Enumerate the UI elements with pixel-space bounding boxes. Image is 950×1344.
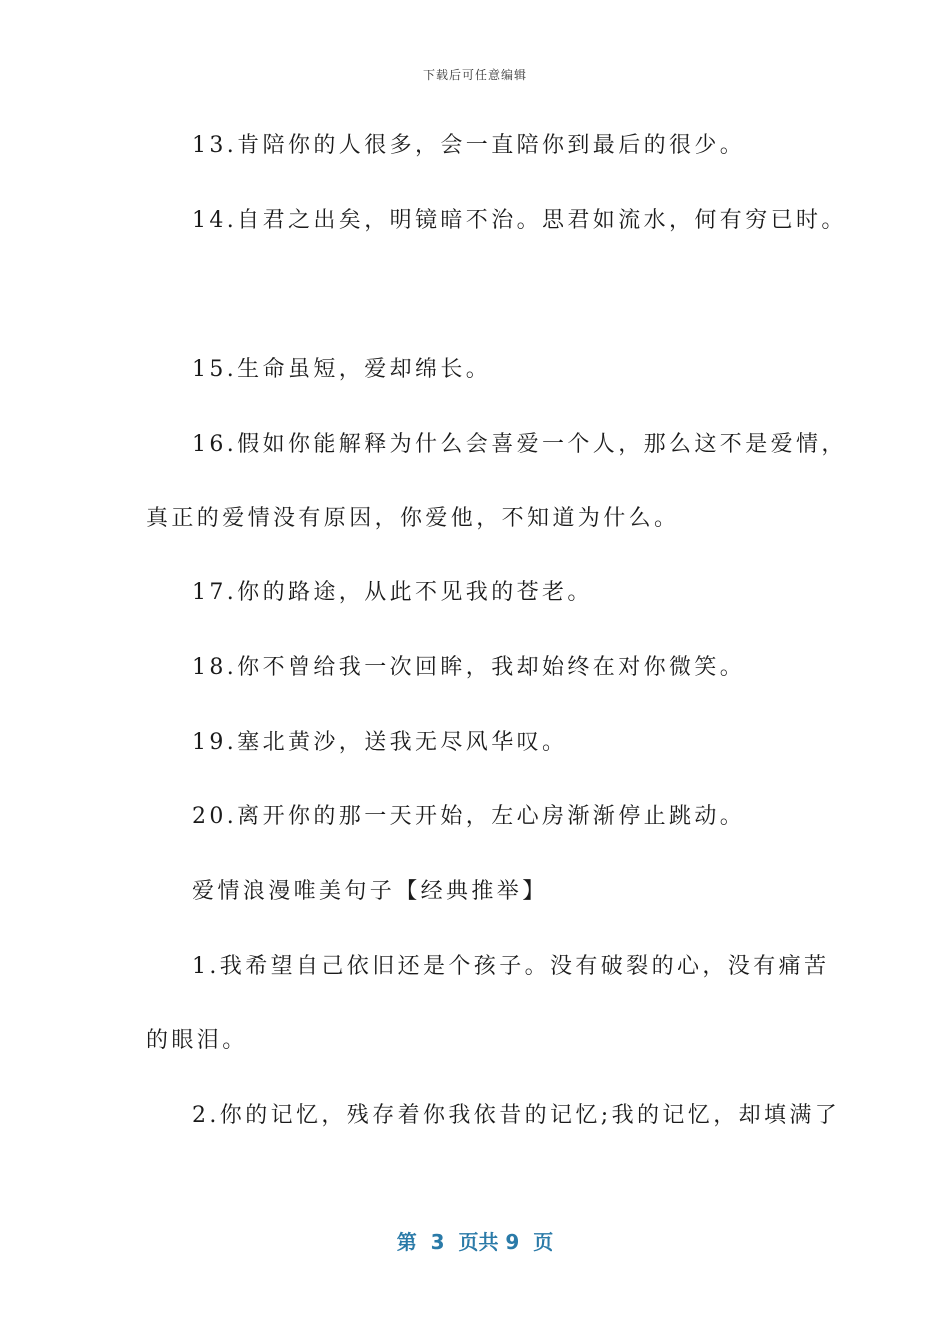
text-line-2: 2.你的记忆，残存着你我依昔的记忆;我的记忆，却填满了 — [192, 1103, 841, 1128]
text-line-13: 13.肯陪你的人很多，会一直陪你到最后的很少。 — [192, 133, 746, 158]
text-line-19: 19.塞北黄沙，送我无尽风华叹。 — [192, 730, 568, 755]
text-line-1: 1.我希望自己依旧还是个孩子。没有破裂的心，没有痛苦 — [192, 954, 830, 979]
page-header: 下载后可任意编辑 — [422, 68, 527, 82]
text-line-20: 20.离开你的那一天开始，左心房渐渐停止跳动。 — [192, 804, 746, 829]
page-number: 第 3 页共 9 页 — [396, 1230, 554, 1254]
text-line-15: 15.生命虽短，爱却绵长。 — [192, 357, 492, 382]
text-line-1-cont: 的眼泪。 — [146, 1028, 248, 1053]
text-line-16: 16.假如你能解释为什么会喜爱一个人，那么这不是爱情， — [192, 432, 847, 457]
text-line-17: 17.你的路途，从此不见我的苍老。 — [192, 580, 593, 605]
text-line-16-cont: 真正的爱情没有原因，你爱他，不知道为什么。 — [146, 506, 680, 531]
section-heading: 爱情浪漫唯美句子【经典推举】 — [192, 879, 548, 904]
text-line-14: 14.自君之出矣，明镜暗不治。思君如流水，何有穷已时。 — [192, 208, 847, 233]
text-line-18: 18.你不曾给我一次回眸，我却始终在对你微笑。 — [192, 655, 746, 680]
